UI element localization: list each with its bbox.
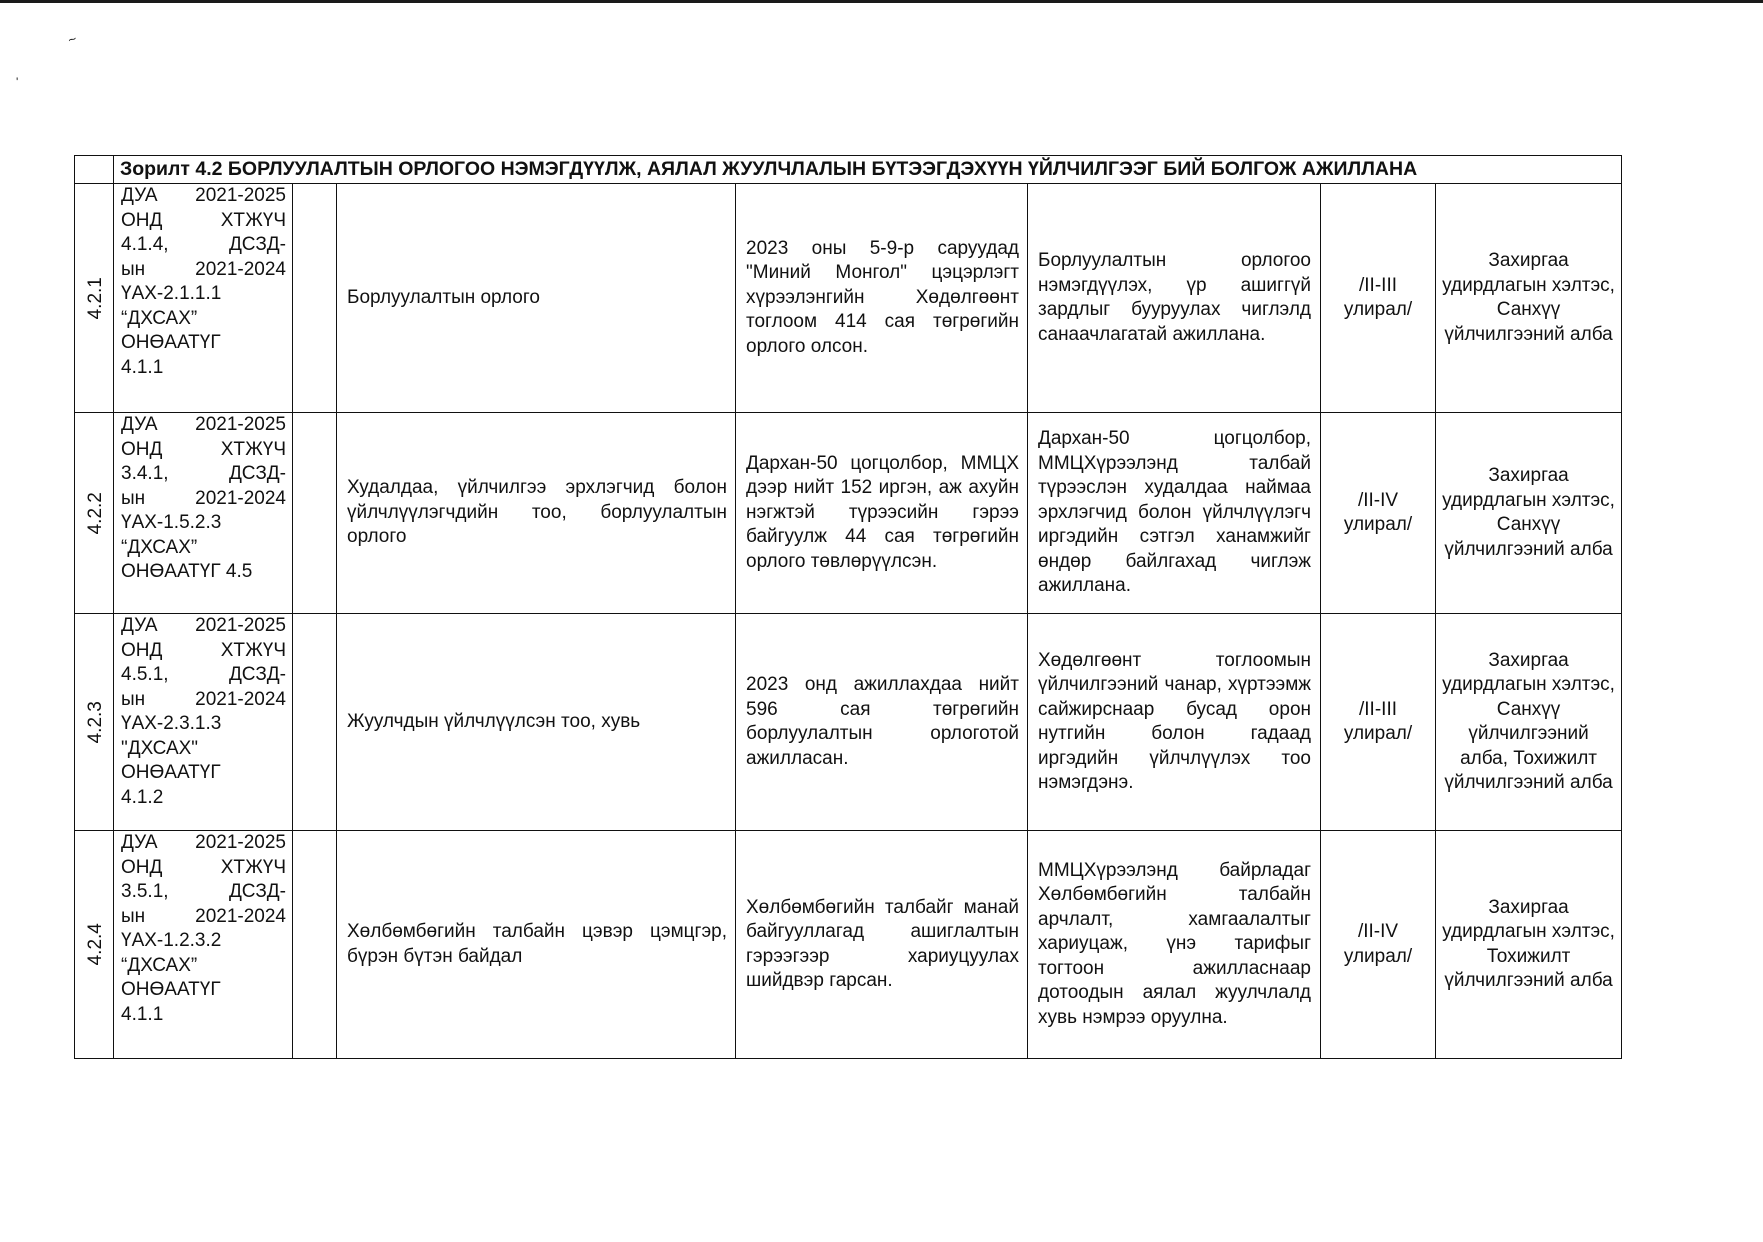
row-number: 4.2.1 bbox=[75, 184, 114, 413]
table-row bbox=[75, 413, 1622, 614]
expected-outcome-cell: Борлуулалтын орлогоо нэмэгдүүлэх, үр ашиггүй зардлыг бууруулах чиглэлд санаачлагатай ажиллана. bbox=[1028, 184, 1321, 413]
period-cell: /II-III улирал/ bbox=[1321, 184, 1436, 413]
indicator-cell: Хөлбөмбөгийн талбайн цэвэр цэмцгэр, бүрэн бүтэн байдал bbox=[337, 831, 736, 1059]
reference-cell: ДУА 2021-2025 ОНД ХТЖҮЧ 3.4.1, ДСЗД- ын 2021-2024 ҮАХ-1.5.2.3 “ДХСАХ” ОНӨААТҮГ 4.5 bbox=[114, 413, 293, 614]
reference-cell: ДУА 2021-2025 ОНД ХТЖҮЧ 3.5.1, ДСЗД- ын 2021-2024 ҮАХ-1.2.3.2 “ДХСАХ” ОНӨААТҮГ 4.1.1 bbox=[114, 831, 293, 1059]
result-cell: 2023 онд ажиллахдаа нийт 596 сая төгрөгийн борлуулалтын орлоготой ажилласан. bbox=[736, 614, 1028, 831]
indicator-cell: Худалдаа, үйлчилгээ эрхлэгчид болон үйлчлүүлэгчдийн тоо, борлуулалтын орлого bbox=[337, 413, 736, 614]
header-empty-cell bbox=[75, 156, 114, 184]
responsible-cell: Захиргаа удирдлагын хэлтэс, Тохижилт үйлчилгээний алба bbox=[1436, 831, 1622, 1059]
reference-cell: ДУА 2021-2025 ОНД ХТЖҮЧ 4.5.1, ДСЗД- ын 2021-2024 ҮАХ-2.3.1.3 "ДХСАХ" ОНӨААТҮГ 4.1.2 bbox=[114, 614, 293, 831]
period-cell: /II-IV улирал/ bbox=[1321, 413, 1436, 614]
goal-header-row bbox=[75, 156, 1622, 184]
result-cell: Дархан-50 цогцолбор, ММЦХ дээр нийт 152 иргэн, аж ахуйн нэгжтэй түрээсийн гэрээ байгуулж 44 сая төгрөгийн орлого төвлөрүүлсэн. bbox=[736, 413, 1028, 614]
row-number: 4.2.2 bbox=[75, 413, 114, 614]
result-cell: 2023 оны 5-9-р саруудад "Миний Монгол" цэцэрлэгт хүрээлэнгийн Хөдөлгөөнт тоглоом 414 сая төгрөгийн орлого олсон. bbox=[736, 184, 1028, 413]
indicator-cell: Борлуулалтын орлого bbox=[337, 184, 736, 413]
expected-outcome-cell: ММЦХүрээлэнд байрладаг Хөлбөмбөгийн талбайн арчлалт, хамгаалалтыг хариуцаж, үнэ тарифыг тогтоон ажилласнаар дотоодын аялал жуулчлалд хувь нэмрээ оруулна. bbox=[1028, 831, 1321, 1059]
empty-cell bbox=[293, 614, 337, 831]
row-number: 4.2.4 bbox=[75, 831, 114, 1059]
responsible-cell: Захиргаа удирдлагын хэлтэс, Санхүү үйлчилгээний алба, Тохижилт үйлчилгээний алба bbox=[1436, 614, 1622, 831]
result-cell: Хөлбөмбөгийн талбайг манай байгууллагад ашиглалтын гэрээгээр хариуцуулах шийдвэр гарсан. bbox=[736, 831, 1028, 1059]
scan-top-edge bbox=[0, 0, 1763, 3]
indicator-cell: Жуулчдын үйлчлүүлсэн тоо, хувь bbox=[337, 614, 736, 831]
reference-cell: ДУА 2021-2025 ОНД ХТЖҮЧ 4.1.4, ДСЗД- ын 2021-2024 ҮАХ-2.1.1.1 “ДХСАХ” ОНӨААТҮГ 4.1.1 bbox=[114, 184, 293, 413]
expected-outcome-cell: Хөдөлгөөнт тоглоомын үйлчилгээний чанар, хүртээмж сайжирснаар бусад орон нутгийн болон гадаад иргэдийн үйлчлүүлэх тоо нэмэгдэнэ. bbox=[1028, 614, 1321, 831]
table-row bbox=[75, 614, 1622, 831]
period-cell: /II-III улирал/ bbox=[1321, 614, 1436, 831]
responsible-cell: Захиргаа удирдлагын хэлтэс, Санхүү үйлчилгээний алба bbox=[1436, 184, 1622, 413]
expected-outcome-cell: Дархан-50 цогцолбор, ММЦХүрээлэнд талбай түрээслэн худалдаа наймаа эрхлэгчид болон үйлчлүүлэгч иргэдийн сэтгэл ханамжийг өндөр байлгахад чиглэж ажиллана. bbox=[1028, 413, 1321, 614]
scan-mark: ' bbox=[16, 75, 19, 89]
empty-cell bbox=[293, 184, 337, 413]
responsible-cell: Захиргаа удирдлагын хэлтэс, Санхүү үйлчилгээний алба bbox=[1436, 413, 1622, 614]
row-number: 4.2.3 bbox=[75, 614, 114, 831]
empty-cell bbox=[293, 413, 337, 614]
scan-mark: ~ bbox=[65, 30, 79, 48]
table-row bbox=[75, 184, 1622, 413]
table-row bbox=[75, 831, 1622, 1059]
action-plan-table bbox=[74, 155, 1622, 1059]
goal-title: Зорилт 4.2 БОРЛУУЛАЛТЫН ОРЛОГОО НЭМЭГДҮҮЛЖ, АЯЛАЛ ЖУУЛЧЛАЛЫН БҮТЭЭГДЭХҮҮН ҮЙЛЧИЛГЭЭГ БИЙ БОЛГОЖ АЖИЛЛАНА bbox=[114, 156, 1622, 184]
empty-cell bbox=[293, 831, 337, 1059]
period-cell: /II-IV улирал/ bbox=[1321, 831, 1436, 1059]
